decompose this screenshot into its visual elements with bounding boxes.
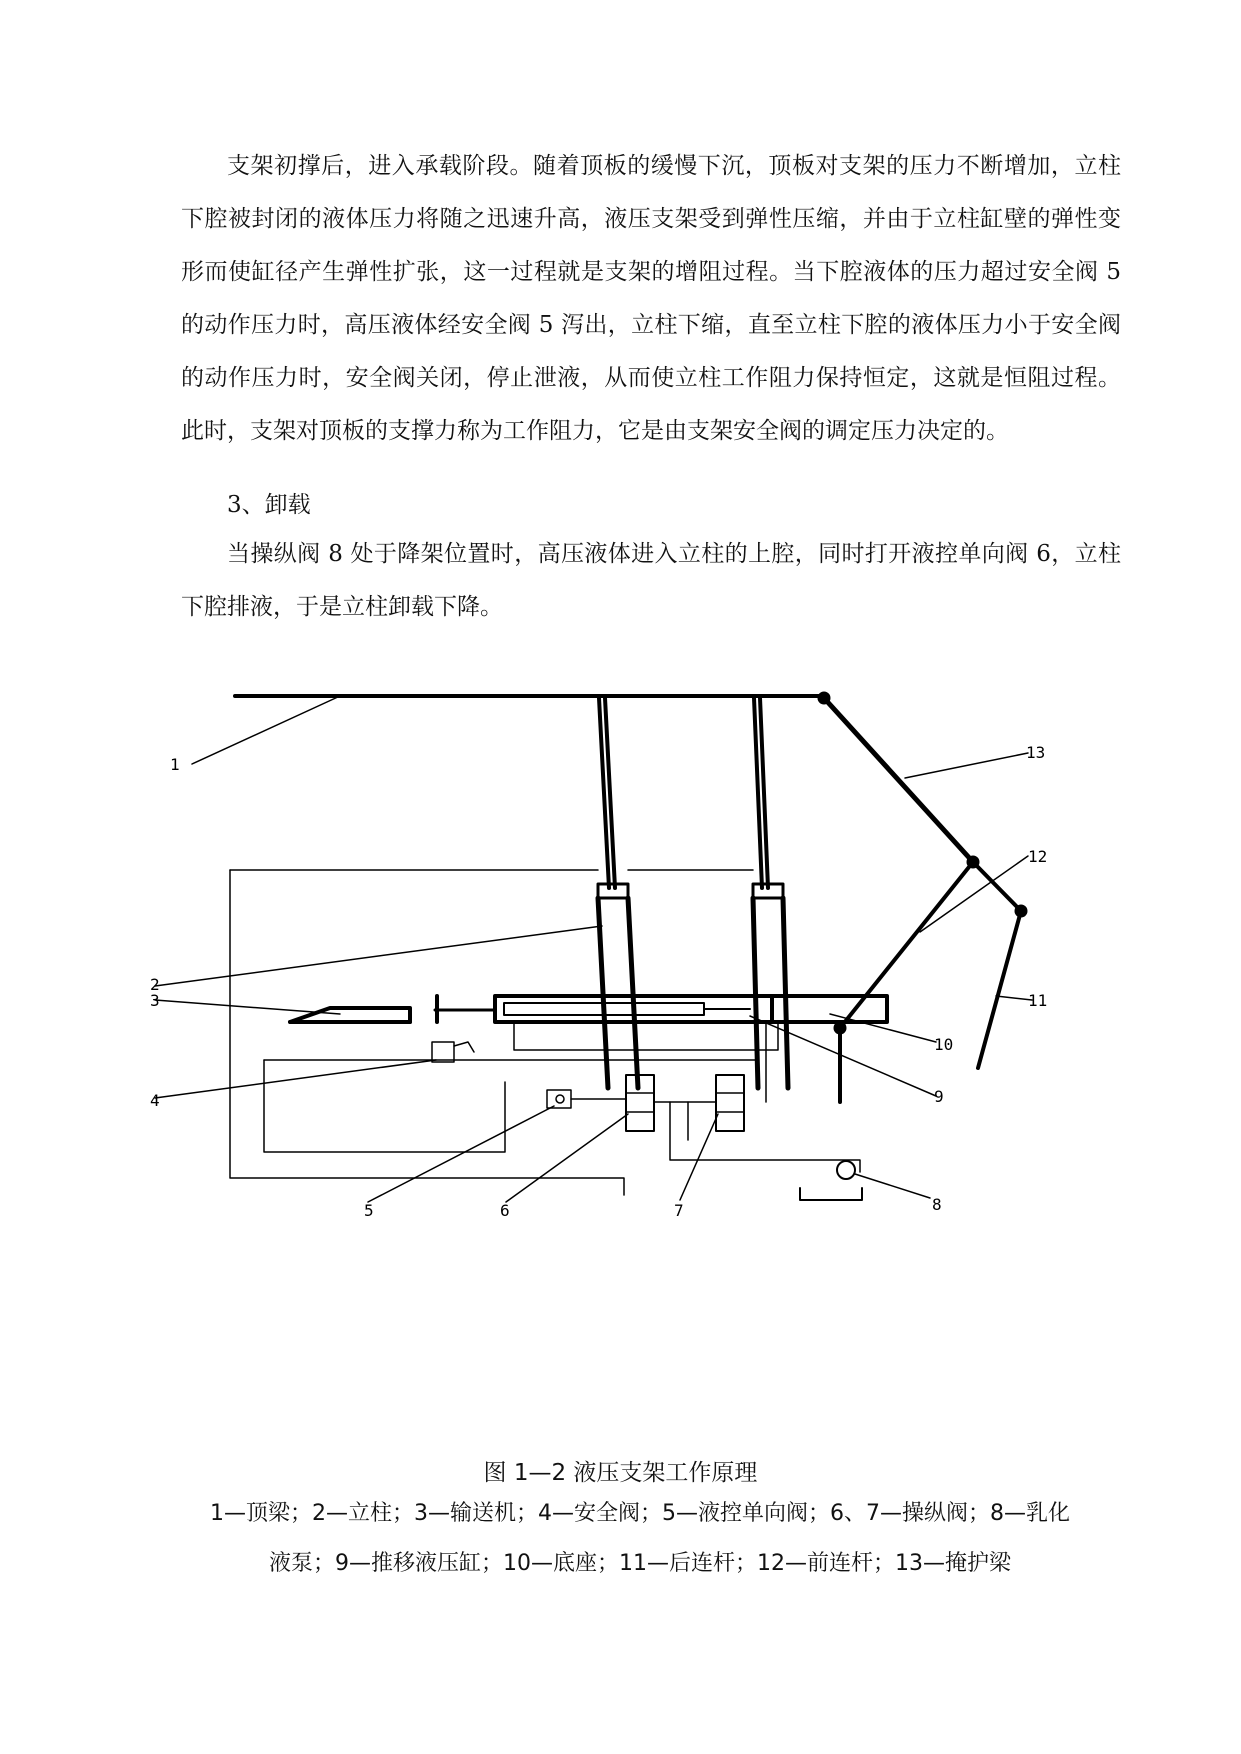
conveyor [290,1008,410,1022]
leader-3 [155,1000,340,1014]
hydraulic-circuit-inner [264,1060,505,1152]
hydraulic-circuit-outer [230,870,624,1195]
leader-2 [155,926,602,986]
label-12: 12 [1028,847,1048,866]
check-valve [547,1090,571,1108]
rear-link [978,911,1021,1068]
check-valve-ball [556,1095,564,1103]
pump-tank [800,1188,862,1200]
cylinder-pipe [514,1022,778,1050]
label-4: 4 [150,1091,160,1110]
label-6: 6 [500,1201,510,1220]
front-link [840,862,973,1028]
leader-1 [192,696,340,764]
paragraph-unloading: 当操纵阀 8 处于降架位置时，高压液体进入立柱的上腔，同时打开液控单向阀 6，立柱下腔排液，于是立柱卸载下降。 [181,541,1121,620]
leader-13 [905,753,1028,778]
figure-legend-line-2: 液泵；9—推移液压缸；10—底座；11—后连杆；12—前连杆；13—掩护梁 [269,1551,1011,1576]
leader-8 [855,1174,930,1198]
shield-beam [824,698,973,862]
label-8: 8 [932,1195,942,1214]
operating-valve-7 [716,1075,744,1131]
valve-return [670,1102,860,1172]
right-cyl-outer-b [783,898,788,1088]
safety-valve-spring [454,1042,474,1052]
leader-7 [680,1114,718,1200]
paragraph-loading-stage: 支架初撑后，进入承载阶段。随着顶板的缓慢下沉，顶板对支架的压力不断增加，立柱下腔被封闭的液体压力将随之迅速升高，液压支架受到弹性压缩，并由于立柱缸壁的弹性变形而使缸径产生弹性扩张，这一过程就是支架的增阻过程。当下腔液体的压力超过安全阀 5 的动作压力时，高压液体经安全阀 5 泻出，立柱下缩，直至立柱下腔的液体压力小于安全阀的动作压力时，安全阀关闭，停止泄液，从而使立柱工作阻力保持恒定，这就是恒阻过程。此时，支架对顶板的支撑力称为工作阻力，它是由支架安全阀的调定压力决定的。 [181,153,1121,444]
hydraulic-support-diagram [150,670,1070,1350]
label-1: 1 [170,755,180,774]
label-3: 3 [150,991,160,1010]
leader-11 [996,996,1032,1000]
safety-valve [432,1042,454,1062]
leader-4 [155,1060,436,1098]
label-5: 5 [364,1201,374,1220]
section-heading-unloading: 3、卸载 [227,492,311,518]
label-7: 7 [674,1201,684,1220]
label-2: 2 [150,975,160,994]
figure-caption: 图 1—2 液压支架工作原理 [483,1460,758,1486]
label-10: 10 [934,1035,954,1054]
leader-6 [506,1114,628,1202]
label-13: 13 [1026,743,1046,762]
figure-legend-line-1: 1—顶梁；2—立柱；3—输送机；4—安全阀；5—液控单向阀；6、7—操纵阀；8—乳化 [210,1501,1070,1526]
base [772,996,887,1022]
shield-to-rear [973,862,1021,911]
label-9: 9 [934,1087,944,1106]
emulsion-pump [837,1161,855,1179]
label-11: 11 [1028,991,1048,1010]
